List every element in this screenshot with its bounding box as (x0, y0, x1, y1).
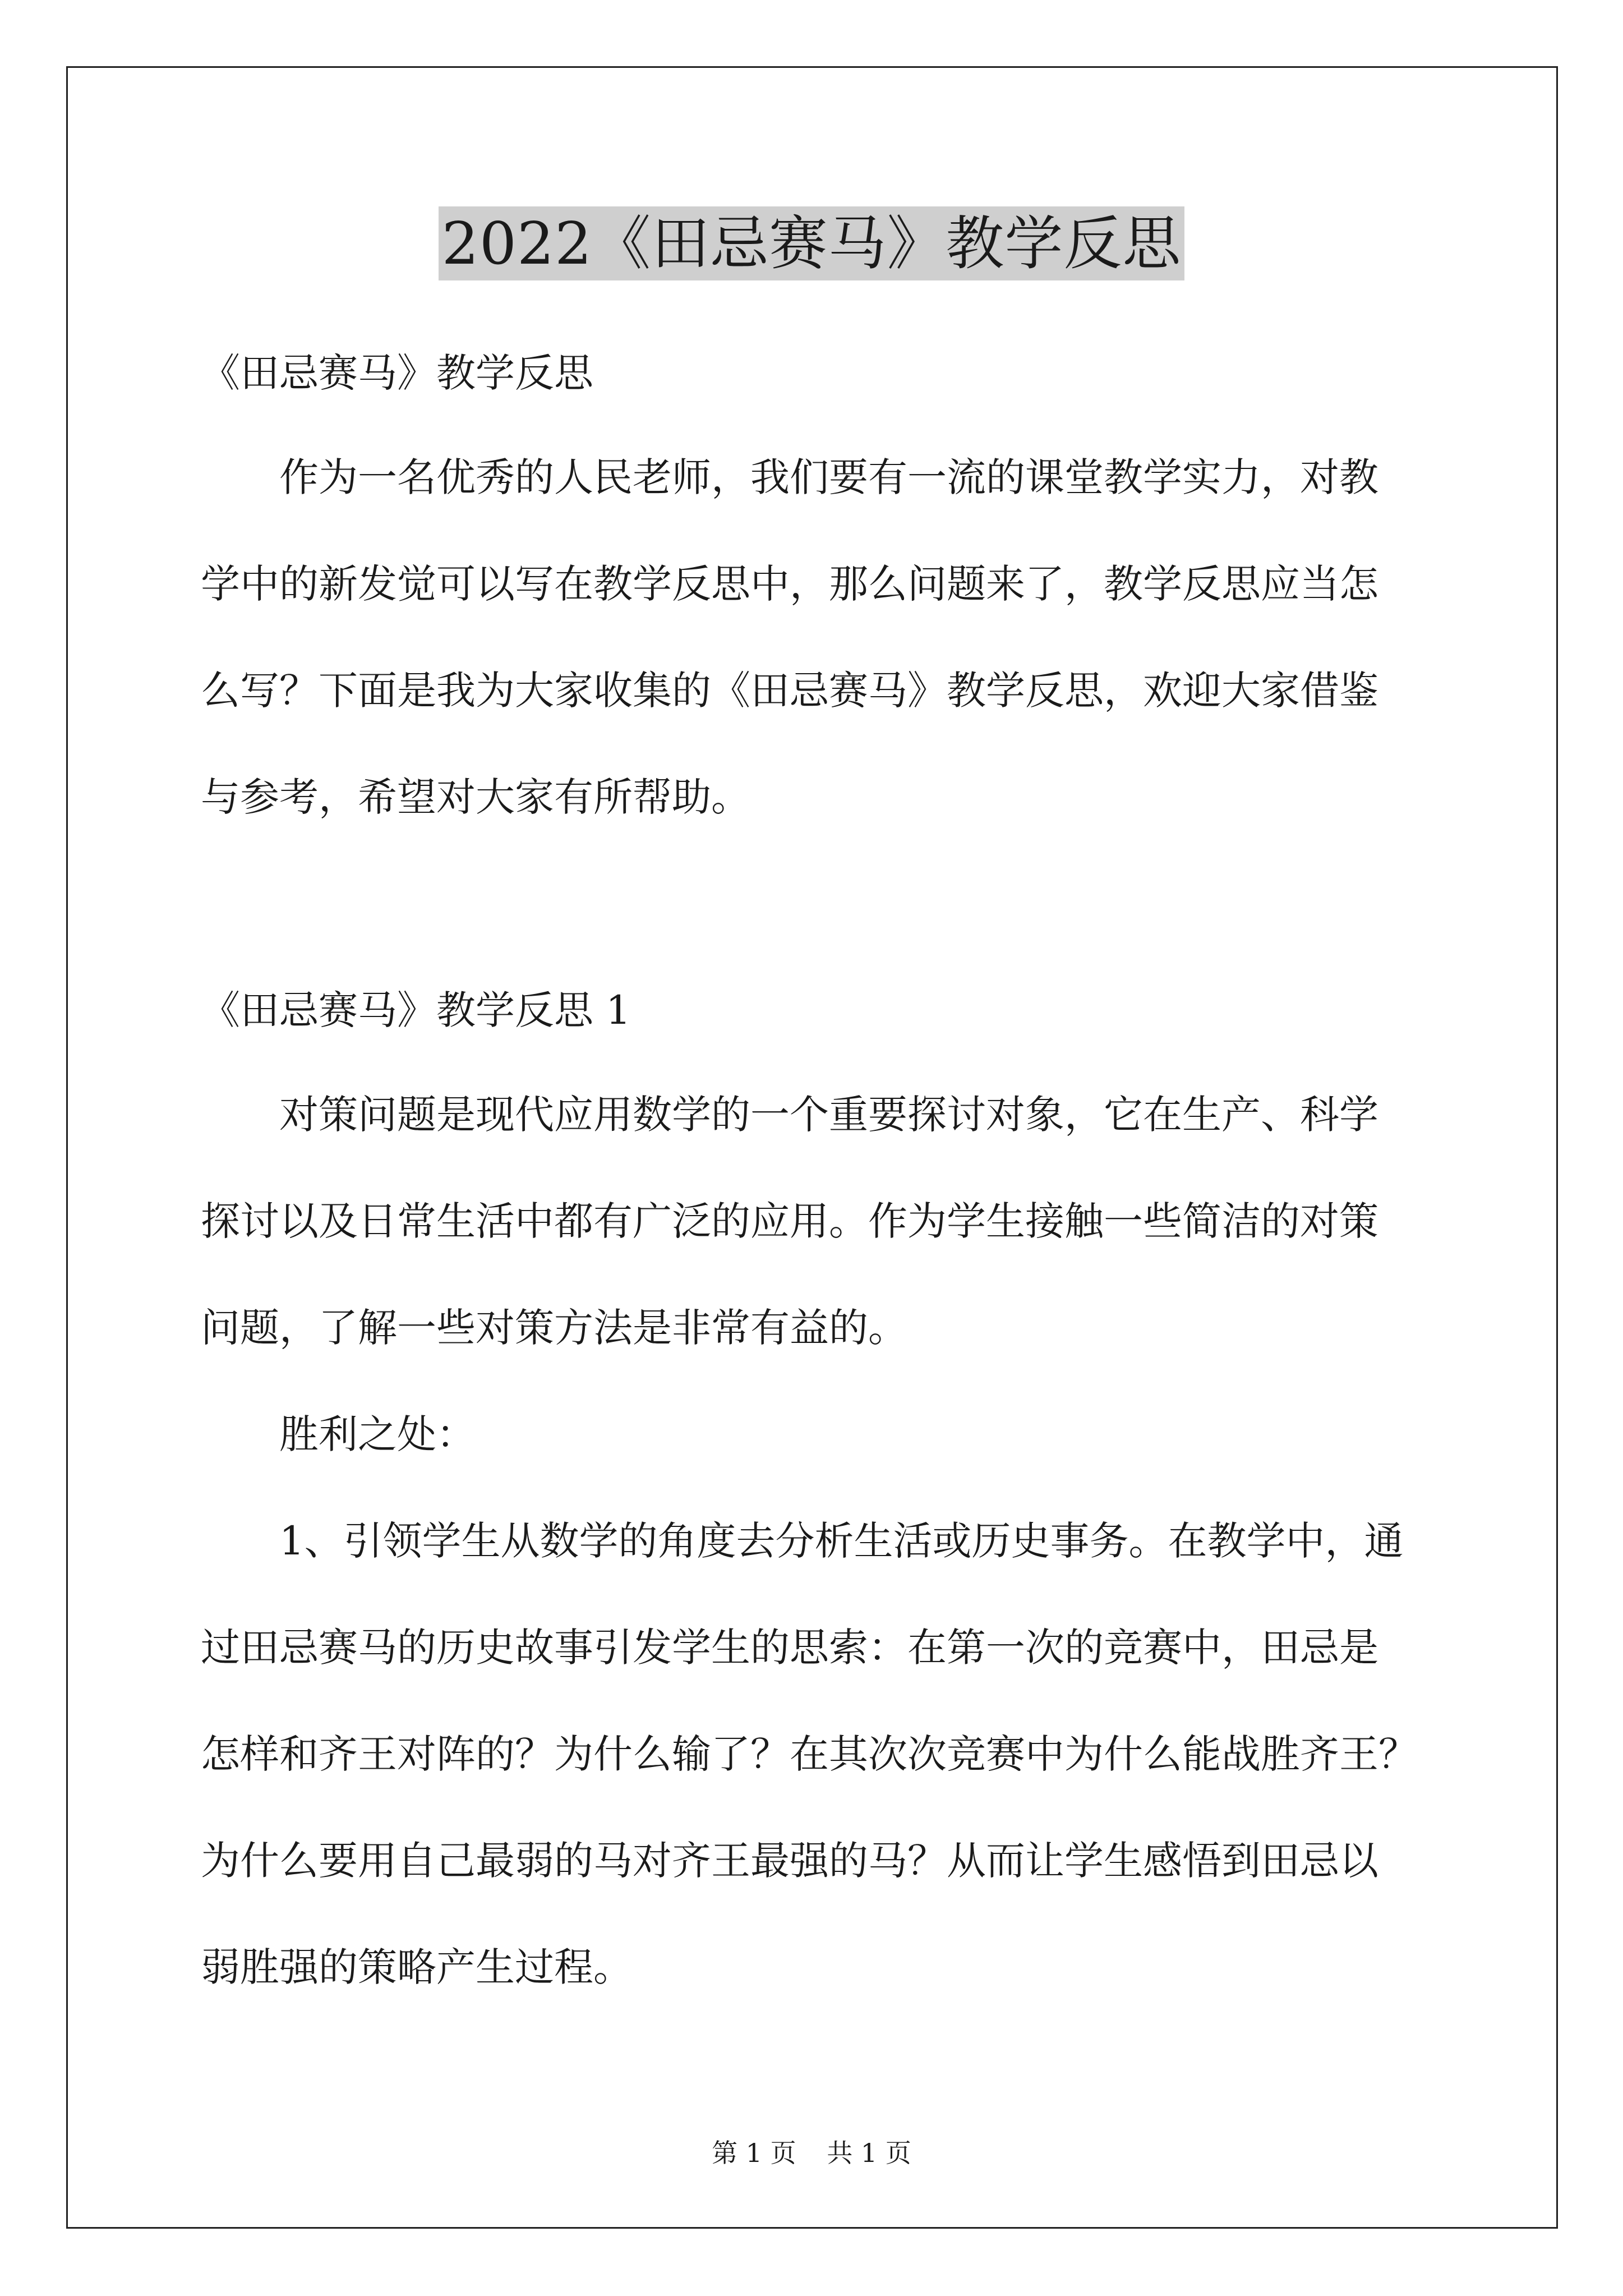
paragraph-line: 弱胜强的策略产生过程。 (201, 1944, 633, 1990)
section1-paragraph (201, 1089, 1435, 1353)
page-number-total: 共 1 页 (827, 2138, 911, 2168)
paragraph-line: 问题，了解一些对策方法是非常有益的。 (201, 1305, 907, 1351)
paragraph-line: 为什么要用自己最弱的马对齐王最强的马？从而让学生感悟到田忌以 (201, 1838, 1378, 1884)
title-container (0, 206, 1623, 280)
paragraph-line: 探讨以及日常生活中都有广泛的应用。作为学生接触一些简洁的对策 (201, 1198, 1378, 1244)
paragraph-line: 么写？下面是我为大家收集的《田忌赛马》教学反思，欢迎大家借鉴 (201, 668, 1378, 714)
paragraph-line: 学中的新发觉可以写在教学反思中，那么问题来了，教学反思应当怎 (201, 561, 1378, 607)
paragraph-line: 过田忌赛马的历史故事引发学生的思索：在第一次的竞赛中，田忌是 (201, 1625, 1378, 1671)
paragraph-line: 怎样和齐王对阵的？为什么输了？在其次次竞赛中为什么能战胜齐王？ (201, 1731, 1418, 1777)
point1-paragraph (201, 1516, 1435, 1993)
document-subtitle: 《田忌赛马》教学反思 (201, 350, 593, 396)
intro-paragraph (201, 452, 1435, 822)
page-footer (0, 2136, 1623, 2170)
paragraph-line: 作为一名优秀的人民老师，我们要有一流的课堂教学实力，对教 (279, 454, 1378, 500)
document-title: 2022《田忌赛马》教学反思 (439, 206, 1185, 280)
success-label: 胜利之处： (279, 1411, 476, 1457)
paragraph-line: 1、引领学生从数学的角度去分析生活或历史事务。在教学中，通 (279, 1518, 1404, 1564)
section-heading: 《田忌赛马》教学反思 1 (201, 987, 631, 1033)
success-label-paragraph (201, 1409, 1435, 1460)
paragraph-line: 与参考，希望对大家有所帮助。 (201, 774, 750, 820)
document-body (201, 348, 1435, 2049)
paragraph-line: 对策问题是现代应用数学的一个重要探讨对象，它在生产、科学 (279, 1092, 1378, 1138)
page-number-current: 第 1 页 (712, 2138, 796, 2168)
